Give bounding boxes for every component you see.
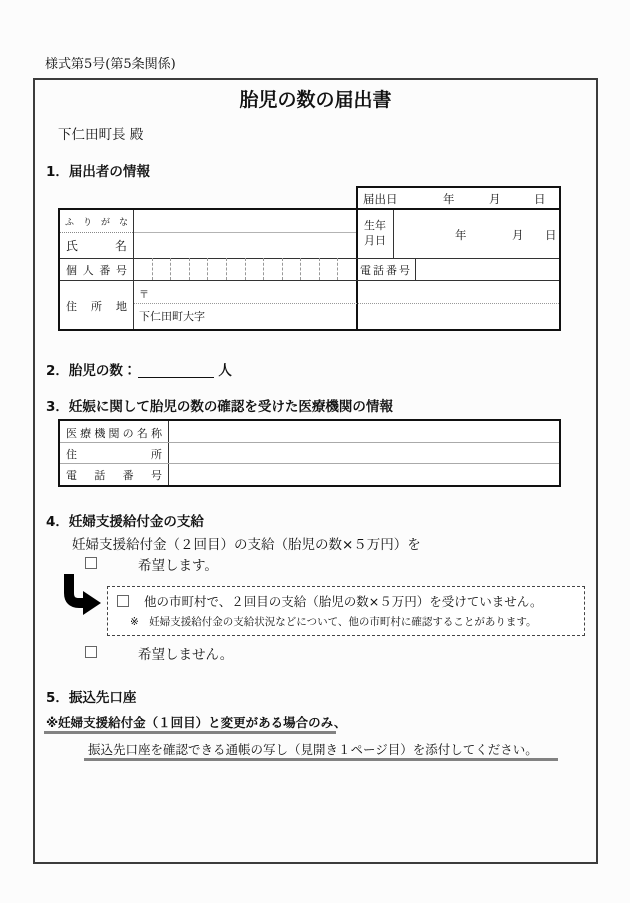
address-prefill: 下仁田町大字 [139, 310, 205, 323]
section5-heading: 5．振込先口座 [46, 690, 137, 706]
birth-date-label [358, 218, 392, 248]
birth-label-line2: 月日 [364, 234, 386, 247]
institution-name-label: 医療機関の名称 [66, 427, 162, 440]
corner-arrow-icon [59, 574, 105, 616]
other-municipality-statement: 他の市町村で、２回目の支給（胎児の数×５万円）を受けていません。 [144, 594, 543, 609]
address-label: 住所地 [66, 300, 127, 313]
report-date-box [356, 186, 561, 210]
medical-label-divider [168, 421, 169, 485]
birth-label-divider [393, 210, 394, 258]
confirmation-dashed-box [107, 586, 585, 636]
section4-heading: 4．妊婦支援給付金の支給 [46, 514, 204, 530]
institution-name-field[interactable] [171, 421, 559, 441]
institution-address-label: 住所 [66, 448, 162, 461]
page-title: 胎児の数の届出書 [239, 89, 392, 111]
section2-line [46, 359, 232, 379]
applicant-table [58, 208, 561, 331]
address-field[interactable] [136, 282, 558, 328]
other-municipality-checkbox[interactable] [117, 595, 129, 607]
report-date-label: 届出日 [363, 192, 398, 206]
phone-label-divider [415, 258, 416, 280]
postal-mark: 〒 [139, 290, 149, 301]
phone-field[interactable] [418, 258, 558, 279]
pn-sep-1 [152, 258, 153, 280]
wish-yes-label: 希望します。 [138, 558, 218, 574]
section3-heading: 3．妊娠に関して胎児の数の確認を受けた医療機関の情報 [46, 399, 393, 415]
attachment-underline [84, 758, 558, 761]
section1-heading: 1．届出者の情報 [46, 164, 150, 180]
pn-sep-3 [189, 258, 190, 280]
institution-address-field[interactable] [171, 443, 559, 462]
row-separator-2 [60, 280, 559, 281]
personal-number-label: 個人番号 [66, 264, 127, 277]
pn-sep-4 [207, 258, 208, 280]
pn-sep-11 [337, 258, 338, 280]
furigana-label: ふりがな [65, 218, 128, 228]
institution-phone-label: 電話番号 [66, 469, 162, 482]
condition-underline [44, 731, 336, 734]
name-field[interactable] [136, 210, 355, 257]
report-date-month-label: 月 [489, 192, 501, 206]
report-date-year-label: 年 [443, 192, 455, 206]
wish-no-label: 希望しません。 [138, 647, 234, 663]
label-column-divider [133, 210, 134, 329]
confirmation-note: ※ 妊婦支援給付金の支給状況などについて、他の市町村に確認することがあります。 [130, 616, 537, 628]
pn-sep-2 [170, 258, 171, 280]
report-date-day-label: 日 [534, 192, 546, 206]
section4-intro: 妊婦支援給付金（２回目）の支給（胎児の数×５万円）を [72, 537, 421, 553]
pn-sep-5 [226, 258, 227, 280]
pn-sep-10 [319, 258, 320, 280]
name-label: 氏名 [66, 239, 127, 253]
birth-label-line1: 生年 [364, 219, 386, 232]
pn-sep-7 [263, 258, 264, 280]
pn-sep-9 [300, 258, 301, 280]
form-number-header: 様式第5号(第5条関係) [45, 57, 176, 72]
furigana-dotted-separator [60, 232, 133, 233]
pn-sep-8 [282, 258, 283, 280]
institution-phone-field[interactable] [171, 464, 559, 485]
section5-attachment-note: 振込先口座を確認できる通帳の写し（見開き１ページ目）を添付してください。 [88, 742, 538, 757]
section5-condition-note: ※妊婦支援給付金（１回目）と変更がある場合のみ、 [46, 715, 347, 730]
pn-sep-6 [245, 258, 246, 280]
birth-year-label: 年 [455, 228, 467, 242]
addressee: 下仁田町長 殿 [58, 127, 144, 143]
wish-yes-checkbox[interactable] [85, 557, 97, 569]
birth-day-label: 日 [545, 228, 557, 242]
medical-institution-table [58, 419, 561, 487]
wish-no-checkbox[interactable] [85, 646, 97, 658]
fetus-count-unit: 人 [218, 363, 232, 379]
birth-month-label: 月 [512, 228, 524, 242]
fetus-count-field[interactable] [138, 362, 214, 378]
phone-label: 電話番号 [360, 264, 410, 277]
section2-heading: 2．胎児の数： [46, 363, 137, 379]
